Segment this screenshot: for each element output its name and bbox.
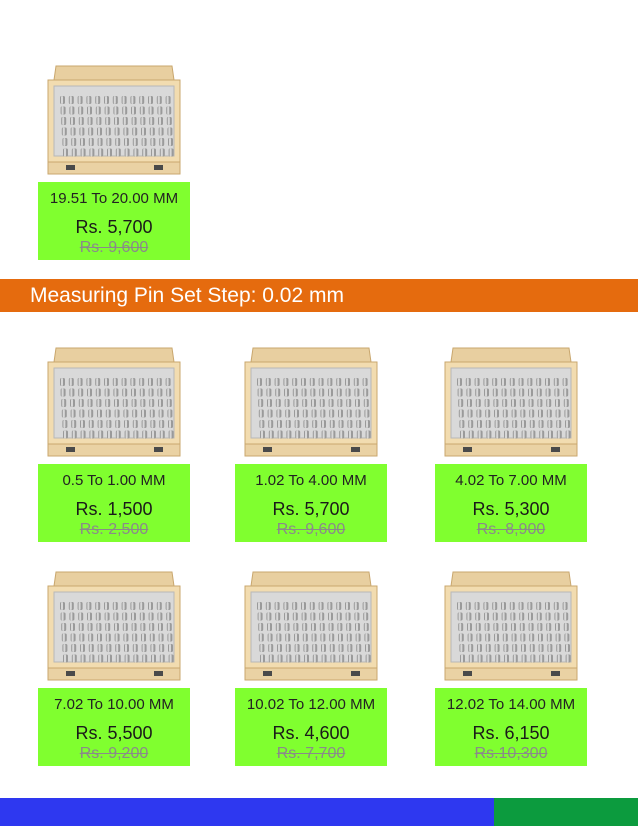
sale-price: Rs. 6,150 [472, 723, 550, 743]
footer-bar-right [494, 798, 638, 826]
sale-price: Rs. 1,500 [75, 499, 153, 519]
section-title: Measuring Pin Set Step: 0.02 mm [30, 284, 344, 307]
product-card[interactable] [235, 340, 387, 538]
original-price: Rs. 7,700 [276, 745, 346, 762]
original-price: Rs. 9,600 [79, 239, 149, 256]
price-box [235, 688, 387, 766]
original-price: Rs. 2,500 [79, 521, 149, 538]
size-range: 0.5 To 1.00 MM [62, 472, 166, 489]
sale-price: Rs. 5,700 [75, 217, 153, 237]
product-card[interactable] [38, 340, 190, 538]
size-range: 7.02 To 10.00 MM [54, 696, 174, 713]
size-range: 4.02 To 7.00 MM [455, 472, 567, 489]
price-box [38, 688, 190, 766]
original-price: Rs. 8,900 [476, 521, 546, 538]
pin-set-box-image [435, 340, 587, 464]
sale-price: Rs. 4,600 [272, 723, 350, 743]
size-range: 12.02 To 14.00 MM [446, 696, 576, 713]
section-banner [0, 279, 638, 312]
original-price: Rs.10,300 [474, 745, 548, 762]
pin-set-box-image [38, 340, 190, 464]
sale-price: Rs. 5,500 [75, 723, 153, 743]
pin-set-box-image [235, 564, 387, 688]
product-card[interactable] [435, 340, 587, 538]
price-box [38, 182, 190, 260]
pin-set-box-image [235, 340, 387, 464]
size-range: 10.02 To 12.00 MM [246, 696, 376, 713]
price-box [235, 464, 387, 542]
price-box [435, 688, 587, 766]
sale-price: Rs. 5,700 [272, 499, 350, 519]
product-card[interactable] [435, 564, 587, 762]
product-card[interactable] [235, 564, 387, 762]
product-card[interactable] [38, 564, 190, 762]
price-box [38, 464, 190, 542]
pin-set-box-image [38, 58, 190, 182]
pin-set-box-image [435, 564, 587, 688]
original-price: Rs. 9,200 [79, 745, 149, 762]
original-price: Rs. 9,600 [276, 521, 346, 538]
product-card[interactable] [38, 58, 190, 256]
footer-bar-left [0, 798, 494, 826]
pin-set-box-image [38, 564, 190, 688]
sale-price: Rs. 5,300 [472, 499, 550, 519]
size-range: 1.02 To 4.00 MM [255, 472, 367, 489]
size-range: 19.51 To 20.00 MM [49, 190, 179, 207]
price-box [435, 464, 587, 542]
